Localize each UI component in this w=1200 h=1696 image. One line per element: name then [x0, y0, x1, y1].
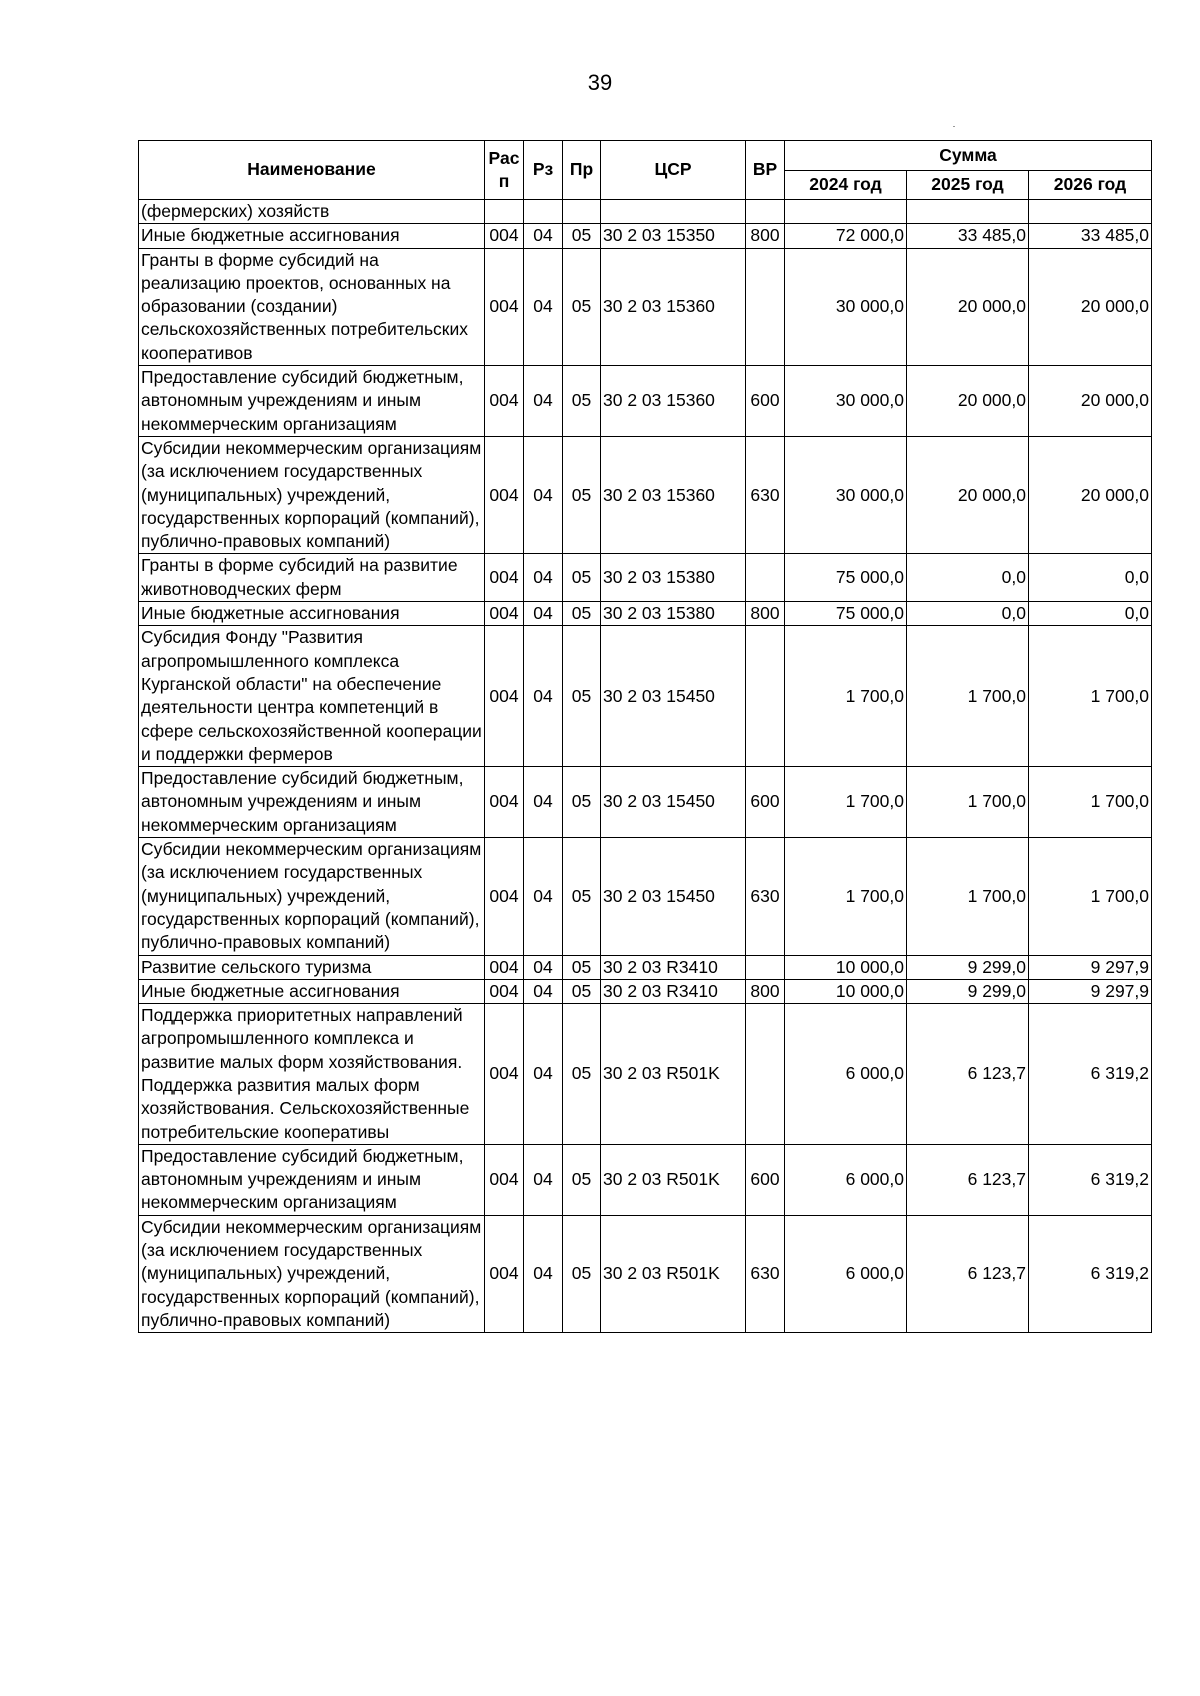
- table-row: [139, 224, 1152, 248]
- cell-pr: 05: [563, 955, 601, 979]
- header-sum: Сумма: [785, 141, 1152, 171]
- cell-vr: 600: [746, 1144, 785, 1215]
- cell-name: Развитие сельского туризма: [139, 955, 485, 979]
- cell-sum-2026: 6 319,2: [1029, 1215, 1152, 1332]
- cell-csr: 30 2 03 R3410: [601, 955, 746, 979]
- cell-sum-2024: 6 000,0: [785, 1004, 907, 1145]
- cell-sum-2024: 10 000,0: [785, 979, 907, 1003]
- cell-sum-2026: 0,0: [1029, 602, 1152, 626]
- cell-vr: [746, 626, 785, 767]
- cell-csr: 30 2 03 15380: [601, 554, 746, 602]
- cell-rz: [524, 200, 563, 224]
- cell-rasp: 004: [485, 248, 524, 365]
- header-year-2025: 2025 год: [907, 171, 1029, 200]
- cell-sum-2024: [785, 200, 907, 224]
- header-rz: Рз: [524, 141, 563, 200]
- cell-sum-2026: 20 000,0: [1029, 366, 1152, 437]
- cell-csr: 30 2 03 15450: [601, 626, 746, 767]
- table-body: [139, 200, 1152, 1333]
- cell-pr: 05: [563, 1215, 601, 1332]
- table-row: [139, 200, 1152, 224]
- table-row: [139, 1004, 1152, 1145]
- cell-rz: 04: [524, 979, 563, 1003]
- cell-pr: 05: [563, 767, 601, 838]
- table-row: [139, 626, 1152, 767]
- cell-rz: 04: [524, 1004, 563, 1145]
- cell-name: Субсидии некоммерческим организациям (за исключением государственных (муниципальных) учреждений, государственных корпораций (компаний), публично-правовых компаний): [139, 838, 485, 955]
- cell-sum-2024: 75 000,0: [785, 602, 907, 626]
- cell-csr: 30 2 03 15360: [601, 248, 746, 365]
- cell-pr: 05: [563, 248, 601, 365]
- cell-rasp: 004: [485, 838, 524, 955]
- cell-rasp: 004: [485, 1004, 524, 1145]
- cell-vr: 600: [746, 767, 785, 838]
- header-rasp: Рас п: [485, 141, 524, 200]
- cell-rz: 04: [524, 602, 563, 626]
- cell-sum-2026: 1 700,0: [1029, 767, 1152, 838]
- cell-vr: 600: [746, 366, 785, 437]
- cell-sum-2026: 33 485,0: [1029, 224, 1152, 248]
- cell-sum-2025: [907, 200, 1029, 224]
- cell-name: Иные бюджетные ассигнования: [139, 224, 485, 248]
- cell-sum-2026: 1 700,0: [1029, 626, 1152, 767]
- cell-name: Субсидии некоммерческим организациям (за исключением государственных (муниципальных) учреждений, государственных корпораций (компаний), публично-правовых компаний): [139, 436, 485, 553]
- table-row: [139, 554, 1152, 602]
- table-row: [139, 602, 1152, 626]
- cell-name: Поддержка приоритетных направлений агропромышленного комплекса и развитие малых форм хозяйствования. Поддержка развития малых форм хозяйствования. Сельскохозяйственные потребительские кооперативы: [139, 1004, 485, 1145]
- cell-sum-2026: 9 297,9: [1029, 955, 1152, 979]
- cell-sum-2025: 0,0: [907, 602, 1029, 626]
- budget-table: [138, 140, 1152, 1333]
- cell-sum-2024: 1 700,0: [785, 767, 907, 838]
- cell-csr: 30 2 03 R501K: [601, 1004, 746, 1145]
- cell-sum-2024: 1 700,0: [785, 838, 907, 955]
- cell-rasp: 004: [485, 979, 524, 1003]
- cell-rasp: 004: [485, 224, 524, 248]
- cell-csr: 30 2 03 R501K: [601, 1144, 746, 1215]
- cell-name: Предоставление субсидий бюджетным, автономным учреждениям и иным некоммерческим организациям: [139, 366, 485, 437]
- table-row: [139, 955, 1152, 979]
- cell-rasp: 004: [485, 626, 524, 767]
- cell-sum-2025: 20 000,0: [907, 436, 1029, 553]
- cell-rasp: 004: [485, 602, 524, 626]
- cell-csr: 30 2 03 R501K: [601, 1215, 746, 1332]
- header-year-2024: 2024 год: [785, 171, 907, 200]
- cell-sum-2024: 75 000,0: [785, 554, 907, 602]
- cell-sum-2026: 9 297,9: [1029, 979, 1152, 1003]
- cell-rasp: 004: [485, 1144, 524, 1215]
- cell-rasp: 004: [485, 436, 524, 553]
- cell-rz: 04: [524, 1215, 563, 1332]
- cell-vr: 800: [746, 602, 785, 626]
- cell-csr: [601, 200, 746, 224]
- cell-sum-2025: 9 299,0: [907, 955, 1029, 979]
- cell-vr: [746, 248, 785, 365]
- cell-vr: [746, 200, 785, 224]
- cell-rasp: 004: [485, 554, 524, 602]
- cell-rz: 04: [524, 248, 563, 365]
- cell-name: Гранты в форме субсидий на развитие животноводческих ферм: [139, 554, 485, 602]
- header-vr: ВР: [746, 141, 785, 200]
- cell-csr: 30 2 03 R3410: [601, 979, 746, 1003]
- cell-rz: 04: [524, 224, 563, 248]
- cell-sum-2024: 30 000,0: [785, 366, 907, 437]
- cell-pr: [563, 200, 601, 224]
- cell-name: (фермерских) хозяйств: [139, 200, 485, 224]
- cell-rz: 04: [524, 955, 563, 979]
- cell-csr: 30 2 03 15450: [601, 838, 746, 955]
- cell-pr: 05: [563, 979, 601, 1003]
- cell-csr: 30 2 03 15360: [601, 436, 746, 553]
- cell-sum-2025: 6 123,7: [907, 1144, 1029, 1215]
- cell-vr: 630: [746, 838, 785, 955]
- scan-artifact: [953, 126, 955, 127]
- cell-sum-2025: 33 485,0: [907, 224, 1029, 248]
- cell-name: Гранты в форме субсидий на реализацию проектов, основанных на образовании (создании) сельскохозяйственных потребительских кооперативов: [139, 248, 485, 365]
- cell-sum-2025: 1 700,0: [907, 838, 1029, 955]
- header-csr: ЦСР: [601, 141, 746, 200]
- cell-sum-2025: 9 299,0: [907, 979, 1029, 1003]
- cell-sum-2025: 0,0: [907, 554, 1029, 602]
- table-header: [139, 141, 1152, 200]
- cell-sum-2025: 6 123,7: [907, 1004, 1029, 1145]
- cell-name: Иные бюджетные ассигнования: [139, 979, 485, 1003]
- cell-csr: 30 2 03 15350: [601, 224, 746, 248]
- cell-sum-2026: 6 319,2: [1029, 1004, 1152, 1145]
- cell-rasp: [485, 200, 524, 224]
- cell-pr: 05: [563, 838, 601, 955]
- cell-vr: 800: [746, 224, 785, 248]
- cell-sum-2026: 6 319,2: [1029, 1144, 1152, 1215]
- cell-rasp: 004: [485, 1215, 524, 1332]
- cell-name: Иные бюджетные ассигнования: [139, 602, 485, 626]
- cell-vr: [746, 955, 785, 979]
- cell-rasp: 004: [485, 955, 524, 979]
- cell-rasp: 004: [485, 767, 524, 838]
- cell-sum-2025: 20 000,0: [907, 248, 1029, 365]
- cell-pr: 05: [563, 366, 601, 437]
- cell-vr: 630: [746, 1215, 785, 1332]
- cell-name: Субсидии некоммерческим организациям (за исключением государственных (муниципальных) учреждений, государственных корпораций (компаний), публично-правовых компаний): [139, 1215, 485, 1332]
- cell-vr: 630: [746, 436, 785, 553]
- table-row: [139, 838, 1152, 955]
- table-row: [139, 979, 1152, 1003]
- cell-sum-2024: 6 000,0: [785, 1215, 907, 1332]
- cell-csr: 30 2 03 15380: [601, 602, 746, 626]
- cell-rz: 04: [524, 436, 563, 553]
- page-number: 39: [587, 70, 613, 95]
- table-row: [139, 436, 1152, 553]
- cell-vr: 800: [746, 979, 785, 1003]
- table-row: [139, 767, 1152, 838]
- cell-csr: 30 2 03 15450: [601, 767, 746, 838]
- header-pr: Пр: [563, 141, 601, 200]
- cell-vr: [746, 1004, 785, 1145]
- cell-sum-2024: 6 000,0: [785, 1144, 907, 1215]
- cell-pr: 05: [563, 602, 601, 626]
- cell-sum-2025: 6 123,7: [907, 1215, 1029, 1332]
- cell-sum-2025: 1 700,0: [907, 767, 1029, 838]
- cell-csr: 30 2 03 15360: [601, 366, 746, 437]
- cell-sum-2024: 30 000,0: [785, 436, 907, 553]
- cell-rz: 04: [524, 366, 563, 437]
- cell-sum-2026: 1 700,0: [1029, 838, 1152, 955]
- cell-name: Субсидия Фонду "Развития агропромышленного комплекса Курганской области" на обеспечение деятельности центра компетенций в сфере сельскохозяйственной кооперации и поддержки фермеров: [139, 626, 485, 767]
- table-row: [139, 366, 1152, 437]
- cell-pr: 05: [563, 436, 601, 553]
- cell-sum-2026: 0,0: [1029, 554, 1152, 602]
- cell-rz: 04: [524, 767, 563, 838]
- cell-pr: 05: [563, 1004, 601, 1145]
- header-year-2026: 2026 год: [1029, 171, 1152, 200]
- cell-pr: 05: [563, 554, 601, 602]
- cell-sum-2024: 30 000,0: [785, 248, 907, 365]
- cell-name: Предоставление субсидий бюджетным, автономным учреждениям и иным некоммерческим организациям: [139, 767, 485, 838]
- cell-vr: [746, 554, 785, 602]
- header-name: Наименование: [139, 141, 485, 200]
- cell-sum-2024: 10 000,0: [785, 955, 907, 979]
- cell-rz: 04: [524, 626, 563, 767]
- cell-sum-2026: 20 000,0: [1029, 248, 1152, 365]
- cell-pr: 05: [563, 224, 601, 248]
- table-row: [139, 248, 1152, 365]
- cell-rz: 04: [524, 554, 563, 602]
- cell-sum-2026: [1029, 200, 1152, 224]
- cell-name: Предоставление субсидий бюджетным, автономным учреждениям и иным некоммерческим организациям: [139, 1144, 485, 1215]
- cell-rz: 04: [524, 838, 563, 955]
- cell-rasp: 004: [485, 366, 524, 437]
- cell-pr: 05: [563, 626, 601, 767]
- cell-sum-2024: 72 000,0: [785, 224, 907, 248]
- cell-sum-2024: 1 700,0: [785, 626, 907, 767]
- cell-pr: 05: [563, 1144, 601, 1215]
- table-row: [139, 1144, 1152, 1215]
- cell-sum-2026: 20 000,0: [1029, 436, 1152, 553]
- cell-sum-2025: 20 000,0: [907, 366, 1029, 437]
- table-row: [139, 1215, 1152, 1332]
- cell-rz: 04: [524, 1144, 563, 1215]
- cell-sum-2025: 1 700,0: [907, 626, 1029, 767]
